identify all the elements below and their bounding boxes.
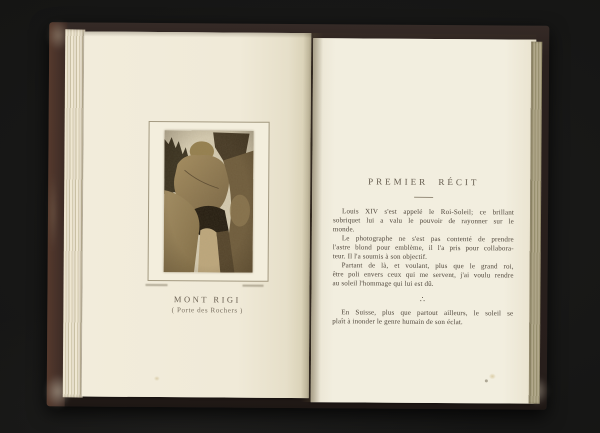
plate-credit-left-mark xyxy=(146,284,168,286)
paragraph-line: monde. xyxy=(332,225,355,234)
paragraph-line: teur. Il l'a soumis à son objectif. xyxy=(332,252,428,261)
paragraph-line: être poli envers ceux qui me servent, j'ai voulu rendre xyxy=(332,270,514,280)
right-page xyxy=(311,38,537,404)
paragraph-line: Louis XIV s'est appelé le Roi-Soleil; ce brillant xyxy=(342,207,515,217)
foxing-spot xyxy=(154,376,160,381)
chapter-text-block xyxy=(332,176,514,327)
plate-caption-subtitle: ( Porte des Rochers ) xyxy=(171,306,244,315)
paragraph-line: au soleil l'hommage qui lui est dû. xyxy=(332,279,434,288)
title-rule xyxy=(414,197,433,198)
paragraph-line: Partant de là, et voulant, plus que le grand roi, xyxy=(341,261,514,271)
paragraph-line: plaît à inonder le genre humain de son éclat. xyxy=(332,317,463,327)
plate-credit-right-mark xyxy=(243,285,264,287)
body-text xyxy=(332,207,514,327)
plate-caption-title: MONT RIGI xyxy=(173,294,241,305)
paragraph-line: sobriquet lui a valu le pouvoir de rayonner sur le xyxy=(332,216,514,226)
chapter-title: PREMIER RÉCIT xyxy=(368,176,480,188)
paragraph-line: l'astre blond pour emblème, il l'a pris pour collabora- xyxy=(332,243,514,253)
photo-plate-frame xyxy=(148,121,270,282)
book xyxy=(47,22,550,409)
left-page xyxy=(82,32,312,399)
ink-speck xyxy=(485,379,488,382)
paragraph-line: Le photographe ne s'est pas contenté de prendre xyxy=(341,234,514,244)
foxing-spot xyxy=(489,373,496,379)
photo-vignette xyxy=(164,130,254,273)
plate-caption-block xyxy=(122,294,292,315)
paragraph-line: En Suisse, plus que partout ailleurs, le soleil se xyxy=(341,308,514,318)
asterism-separator: ∴ xyxy=(419,294,426,304)
mont-rigi-photograph xyxy=(164,130,254,273)
